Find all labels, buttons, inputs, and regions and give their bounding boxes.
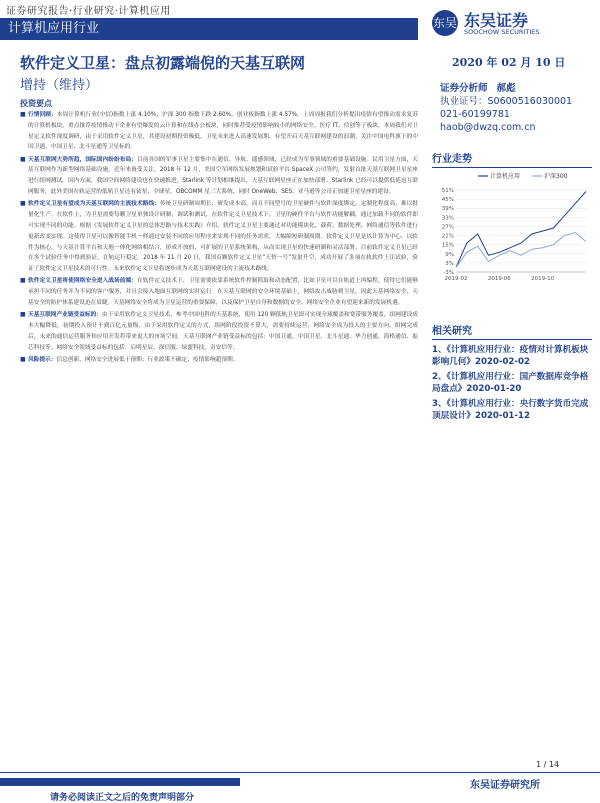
paragraph: [20, 199, 418, 275]
series-line: [456, 233, 586, 268]
footer-bar: [0, 778, 240, 786]
paragraph: [20, 155, 418, 198]
analyst-role-line: [440, 82, 590, 95]
y-tick-label: 9%: [445, 251, 454, 258]
bullet-icon: ■: [20, 311, 26, 319]
y-tick-label: 39%: [441, 206, 454, 213]
related-title: 相关研究: [432, 322, 592, 340]
logo-mark-icon: 东吴: [432, 10, 458, 36]
related-item[interactable]: 2、《计算机应用行业：国产数据库竞争格局盘点》2020-01-20: [432, 371, 589, 395]
analyst-license: 执业证号：S0600516030001: [440, 96, 573, 107]
analyst-email[interactable]: haob@dwzq.com.cn: [440, 122, 536, 133]
invest-points-heading: 投资要点: [20, 99, 52, 108]
bullet-icon: ■: [20, 155, 26, 163]
y-tick-label: -3%: [443, 270, 454, 276]
paragraph-lead: 软件定义卫星将使网络安全进入战场前端：: [28, 278, 137, 285]
footer-divider: [0, 772, 600, 773]
logo-text-cn: 东吴证券: [464, 11, 529, 30]
paragraph-lead: 天基互联网产业链受益标的：: [28, 312, 102, 319]
trend-chart: [432, 168, 592, 288]
paragraph-text: 由于采用软件定义卫星技术，参考中国电科的天基系统，使用 120 颗低轨卫星即可实现全球覆盖和宽带服务覆盖，组网建设成本大幅降低。初期投入预计不到百亿元量级，由于采用软件定义的方式，组网阶段投资不算大，需要持续运营，网络安全成为投入的主要方向。组网完成后，未来的通信运营服务和应用开发将带来更大的市场空间。天基互联网产业链受益标的包括：中国卫通、中国卫星、北斗星通、华力创通、海格通信、振芯科技等；网络安全领域受益标的包括：启明星辰、深信服、绿盟科技、奇安信等。: [28, 312, 418, 351]
analyst-info: [440, 82, 590, 134]
y-tick-label: 21%: [441, 233, 454, 240]
report-body: [20, 110, 418, 710]
report-title: 软件定义卫星：盘点初露端倪的天基互联网: [20, 54, 306, 72]
x-tick-label: 2019-02: [444, 276, 468, 282]
logo-text-en: SOOCHOW SECURITIES: [464, 28, 540, 36]
y-tick-label: 45%: [441, 197, 454, 204]
paragraph: [20, 110, 418, 153]
paragraph-lead: 行情回顾：: [28, 112, 57, 118]
bullet-icon: ■: [20, 200, 26, 208]
breadcrumb: 证券研究报告·行业研究·计算机应用: [6, 6, 171, 17]
y-tick-label: 15%: [441, 242, 454, 249]
paragraph-lead: 风险提示：: [28, 357, 57, 364]
paragraph-text: 信息创新、网络安全进展低于预期；行业政策不确定；疫情影响超预期。: [56, 357, 239, 364]
related-list: [432, 344, 592, 422]
x-tick-label: 2019-10: [531, 276, 555, 282]
analyst-role: 证券分析师: [440, 83, 488, 94]
paragraph-text: 传统卫星研制周期长、研发成本高，而且不同型号的卫星硬件与软件深度绑定，定制化程度高，难以批量化生产。在软件上，为卫星需要每颗卫星单独设计研制、调试和测试，在软件定义卫星技术下，卫星的硬件平台与软件功能解耦，通过加载不同的软件即可实现不同的功能。根据《发展软件定义卫星的总体思路与技术实践》介绍，软件定义卫星主要通过对功能模块化、载荷、数据处理、网络通信等软件进行更新改变实现。这使得卫星可以像智能手机一样通过安装不同的应用程序来实现不同的任务需求，大幅缩短研制周期。软件定义卫星是以计算为中心、以软件为核心，与天基计算平台和天地一体化网络相结合，形成开放的、可扩展的卫星系统架构，从而实现卫星的快速研制和灵活部署。目前软件定义卫星已经在多个试验任务中得到验证，在轨运行稳定。2018 年 11 月 20 日，我国首颗软件定义卫星“天智一号”发射升空，成功开展了多项在轨软件上注试验，验证了软件定义卫星技术的可行性。未来软件定义卫星将逐步成为天基互联网建设的主流技术路线。: [28, 201, 418, 273]
analyst-phone: 021-60199781: [440, 109, 510, 120]
footer-disclaimer: 请务必阅读正文之后的免责声明部分: [50, 793, 195, 803]
y-tick-label: 51%: [441, 188, 454, 194]
bullet-icon: ■: [20, 111, 26, 118]
paragraph: [20, 310, 418, 353]
bullet-icon: ■: [20, 277, 26, 285]
x-tick-label: 2019-06: [487, 276, 511, 282]
report-rating: 增持（维持）: [20, 78, 99, 93]
analyst-name: 郝彪: [496, 83, 516, 94]
trend-title: 行业走势: [432, 150, 592, 168]
paragraph-lead: 软件定义卫星有望成为天基互联网的主流技术路线：: [28, 201, 160, 208]
industry-banner: 计算机应用行业: [0, 18, 418, 40]
paragraph-text: 本周计算机行业(中信)指数上涨 4.10%，沪深 300 指数下跌 2.60%，创业板指数上涨 4.57%。上周周报我们分析提出疫情有望推动需求复苏的计算机板块，重点推荐疫情推动下企业有望爆发的云计算和在线办公板块，同时推荐受疫情影响较小的网络安全、医疗 IT、信创等子板块。本周我们对卫星定义软件深度调研，由于采用软件定义卫星，其建设初期投资极低，卫星未来进入高速发展期、有望开启天基互联网建设的浪潮。关注中国电科旗下的中国卫通、中国卫星、北斗星通等卫星标的。: [28, 112, 418, 151]
paragraph: [20, 355, 418, 366]
paragraph-lead: 天基互联网大势所趋，国际国内纷纷布局：: [28, 156, 137, 163]
related-item[interactable]: 1、《计算机应用行业：疫情对计算机板块影响几何》2020-02-02: [432, 345, 589, 368]
paragraph: [20, 276, 418, 308]
related-item[interactable]: 3、《计算机应用行业：央行数字货币完成顶层设计》2020-01-12: [432, 398, 589, 422]
legend-label: 沪深300: [544, 173, 568, 180]
y-tick-label: 3%: [445, 260, 454, 267]
report-date: 2020 年 02 月 10 日: [452, 56, 566, 69]
footer-org: 东吴证券研究所: [470, 780, 540, 791]
series-line: [456, 192, 586, 268]
y-tick-label: 27%: [441, 224, 454, 231]
page-number: 1 / 14: [536, 760, 560, 769]
trend-section: [432, 150, 592, 292]
paragraph-text: 目前各国的军事卫星主要集中在通信、导航、遥感领域，已经成为军事领域的重要基础设施。民用卫星方面，天基互联网作为新型网络基础设施，近年来备受关注。2018 年 12 月，美国空军网络发展规划和试验平台 SpaceX 公司签约，发射首批天基互联网卫星星座进行组网测试。国内方面，我国空间网络建设也在快速推进，Starlink 等计划相继提出，天基互联网星座正在加快部署。Starlink 已经可以提供低延迟互联网服务，此外美国在轨运营的低轨卫星还有铱星、全球星、OBCOMM 星三大系统，同时 OneWeb、SES、亚马逊等公司正加速卫星星座的建设。: [28, 156, 418, 196]
bullet-icon: ■: [20, 356, 26, 364]
company-logo: [432, 8, 592, 40]
legend-label: 计算机应用: [490, 173, 521, 180]
paragraph-text: 在软件定义技术下，卫星需要依靠系统软件控制抓取和动态配置，比如卫星可以在轨道上再编程，使得它们能够承担不同的任务并为不同的客户服务，并且会接入地面互联网的实时运行。在天基互联网的安全环境基础上，网络攻击威胁到卫星，因此天基网络安全、天基安全的防护体系建设迫在眉睫。天基网络安全将成为卫星运营的重要保障，以及保护卫星自身和数据的安全，网络安全企业有望迎来新的发展机遇。: [28, 278, 418, 307]
y-tick-label: 33%: [441, 215, 454, 222]
related-research: [432, 322, 592, 424]
